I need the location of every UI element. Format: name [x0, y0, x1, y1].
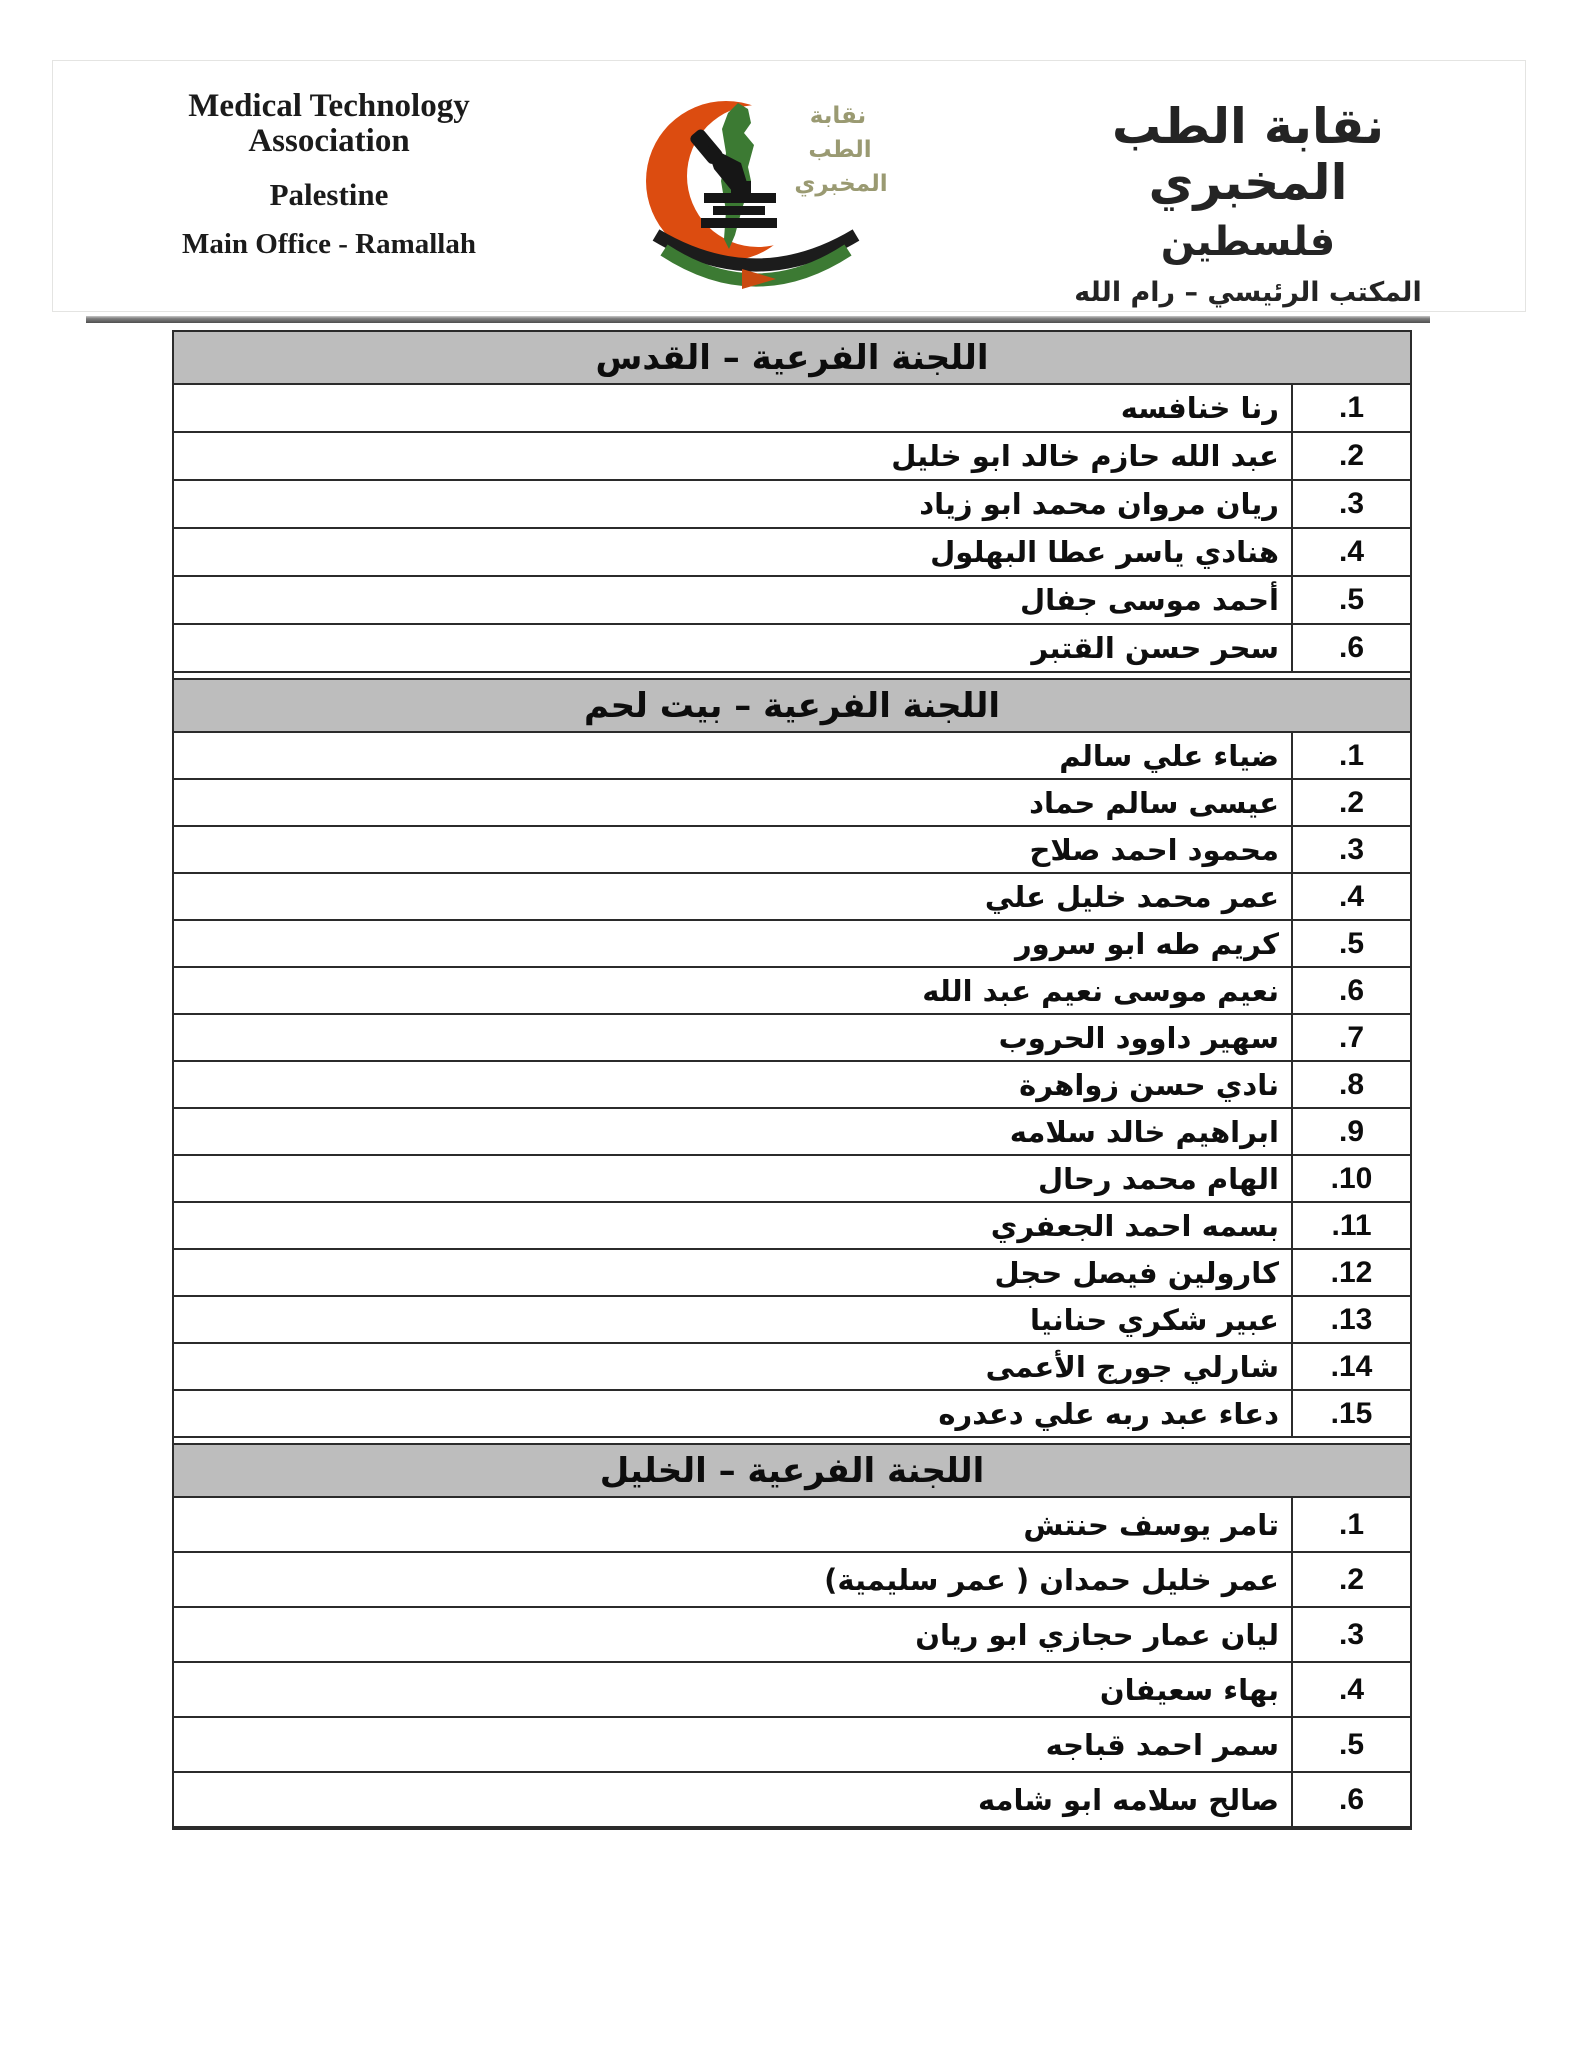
member-name: أحمد موسى جفال [1019, 583, 1279, 617]
section-header: اللجنة الفرعية – بيت لحم [174, 678, 1410, 733]
table-row [174, 625, 1410, 673]
table-row [174, 1250, 1410, 1297]
table-row [174, 1498, 1410, 1553]
table-row [174, 921, 1410, 968]
member-number: 4. [1291, 529, 1410, 575]
member-name: ريان مروان محمد ابو زياد [919, 487, 1279, 521]
member-number: 1. [1291, 385, 1410, 431]
member-number: 5. [1291, 577, 1410, 623]
member-number: 5. [1291, 921, 1410, 966]
member-number: 14. [1291, 1344, 1410, 1389]
member-number: 7. [1291, 1015, 1410, 1060]
table-row [174, 780, 1410, 827]
member-number: 2. [1291, 1553, 1410, 1606]
logo-text-line-1: نقابة [809, 103, 867, 129]
committee-section-0 [174, 332, 1410, 673]
english-office-line: Main Office - Ramallah [182, 227, 476, 260]
member-name: سهير داوود الحروب [998, 1020, 1279, 1055]
member-name: صالح سلامه ابو شامه [977, 1782, 1279, 1817]
member-name: سمر احمد قباجه [1045, 1727, 1279, 1762]
member-name: محمود احمد صلاح [1029, 832, 1279, 867]
member-number: 1. [1291, 733, 1410, 778]
table-row [174, 1156, 1410, 1203]
arabic-title-block [1038, 99, 1458, 307]
member-number: 10. [1291, 1156, 1410, 1201]
member-name: تامر يوسف حنتش [1023, 1507, 1279, 1542]
table-row [174, 1391, 1410, 1438]
member-number: 6. [1291, 625, 1410, 671]
logo-text-line-2: الطب [808, 137, 872, 163]
member-number: 2. [1291, 433, 1410, 479]
table-row [174, 827, 1410, 874]
english-title-block [119, 89, 539, 259]
member-number: 12. [1291, 1250, 1410, 1295]
table-row [174, 433, 1410, 481]
member-number: 8. [1291, 1062, 1410, 1107]
member-number: 13. [1291, 1297, 1410, 1342]
member-name: كارولين فيصل حجل [994, 1255, 1279, 1290]
table-row [174, 1608, 1410, 1663]
table-row [174, 1015, 1410, 1062]
table-row [174, 1344, 1410, 1391]
committee-table [172, 330, 1412, 1830]
member-name: بهاء سعيفان [1099, 1672, 1279, 1707]
committee-section-1 [174, 678, 1410, 1438]
member-number: 4. [1291, 874, 1410, 919]
member-name: نعيم موسى نعيم عبد الله [922, 973, 1279, 1008]
arabic-country: فلسطين [1160, 218, 1336, 265]
table-row [174, 968, 1410, 1015]
member-name: دعاء عبد ربه علي دعدره [938, 1396, 1279, 1431]
committee-section-2 [174, 1443, 1410, 1828]
member-name: عبد الله حازم خالد ابو خليل [891, 439, 1279, 473]
table-row [174, 1663, 1410, 1718]
english-association-name: Medical Technology Association [188, 88, 470, 159]
table-row [174, 1297, 1410, 1344]
member-number: 2. [1291, 780, 1410, 825]
table-row [174, 1718, 1410, 1773]
table-row [174, 577, 1410, 625]
member-name: كريم طه ابو سرور [1014, 926, 1279, 961]
arabic-office-line: المكتب الرئيسي – رام الله [1074, 276, 1422, 308]
table-row [174, 1062, 1410, 1109]
association-logo [638, 89, 888, 304]
member-name: عمر خليل حمدان ( عمر سليمية) [824, 1562, 1279, 1597]
member-number: 4. [1291, 1663, 1410, 1716]
member-number: 6. [1291, 968, 1410, 1013]
member-number: 5. [1291, 1718, 1410, 1771]
member-number: 3. [1291, 1608, 1410, 1661]
member-name: بسمه احمد الجعفري [990, 1208, 1279, 1243]
member-number: 3. [1291, 481, 1410, 527]
table-row [174, 1203, 1410, 1250]
member-name: سحر حسن القتبر [1031, 631, 1279, 665]
member-number: 11. [1291, 1203, 1410, 1248]
table-row [174, 874, 1410, 921]
header-divider-rule [86, 316, 1430, 323]
table-row [174, 1109, 1410, 1156]
member-number: 1. [1291, 1498, 1410, 1551]
section-header: اللجنة الفرعية – الخليل [174, 1443, 1410, 1498]
table-row [174, 1553, 1410, 1608]
letterhead [52, 60, 1526, 312]
member-name: ضياء علي سالم [1059, 738, 1279, 773]
table-row [174, 385, 1410, 433]
member-number: 9. [1291, 1109, 1410, 1154]
table-row [174, 481, 1410, 529]
member-name: عيسى سالم حماد [1029, 785, 1279, 820]
member-name: ليان عمار حجازي ابو ريان [915, 1617, 1279, 1652]
english-country: Palestine [269, 177, 389, 213]
association-logo-icon [638, 89, 888, 304]
logo-text-line-3: المخبري [794, 171, 888, 197]
member-number: 6. [1291, 1773, 1410, 1826]
table-row [174, 1773, 1410, 1828]
member-name: رنا خنافسه [1120, 391, 1279, 425]
table-row [174, 733, 1410, 780]
member-name: عمر محمد خليل علي [984, 879, 1279, 914]
table-row [174, 529, 1410, 577]
member-name: عبير شكري حنانيا [1030, 1302, 1279, 1337]
member-number: 15. [1291, 1391, 1410, 1436]
arabic-association-name: نقابة الطب المخبري [1111, 98, 1385, 212]
section-header: اللجنة الفرعية – القدس [174, 332, 1410, 385]
member-name: الهام محمد رحال [1037, 1161, 1279, 1196]
member-name: نادي حسن زواهرة [1019, 1067, 1279, 1102]
logo-arabic-text [794, 103, 887, 197]
member-number: 3. [1291, 827, 1410, 872]
member-name: ابراهيم خالد سلامه [1009, 1114, 1279, 1149]
member-name: هنادي ياسر عطا البهلول [930, 535, 1279, 569]
member-name: شارلي جورج الأعمى [985, 1349, 1279, 1384]
